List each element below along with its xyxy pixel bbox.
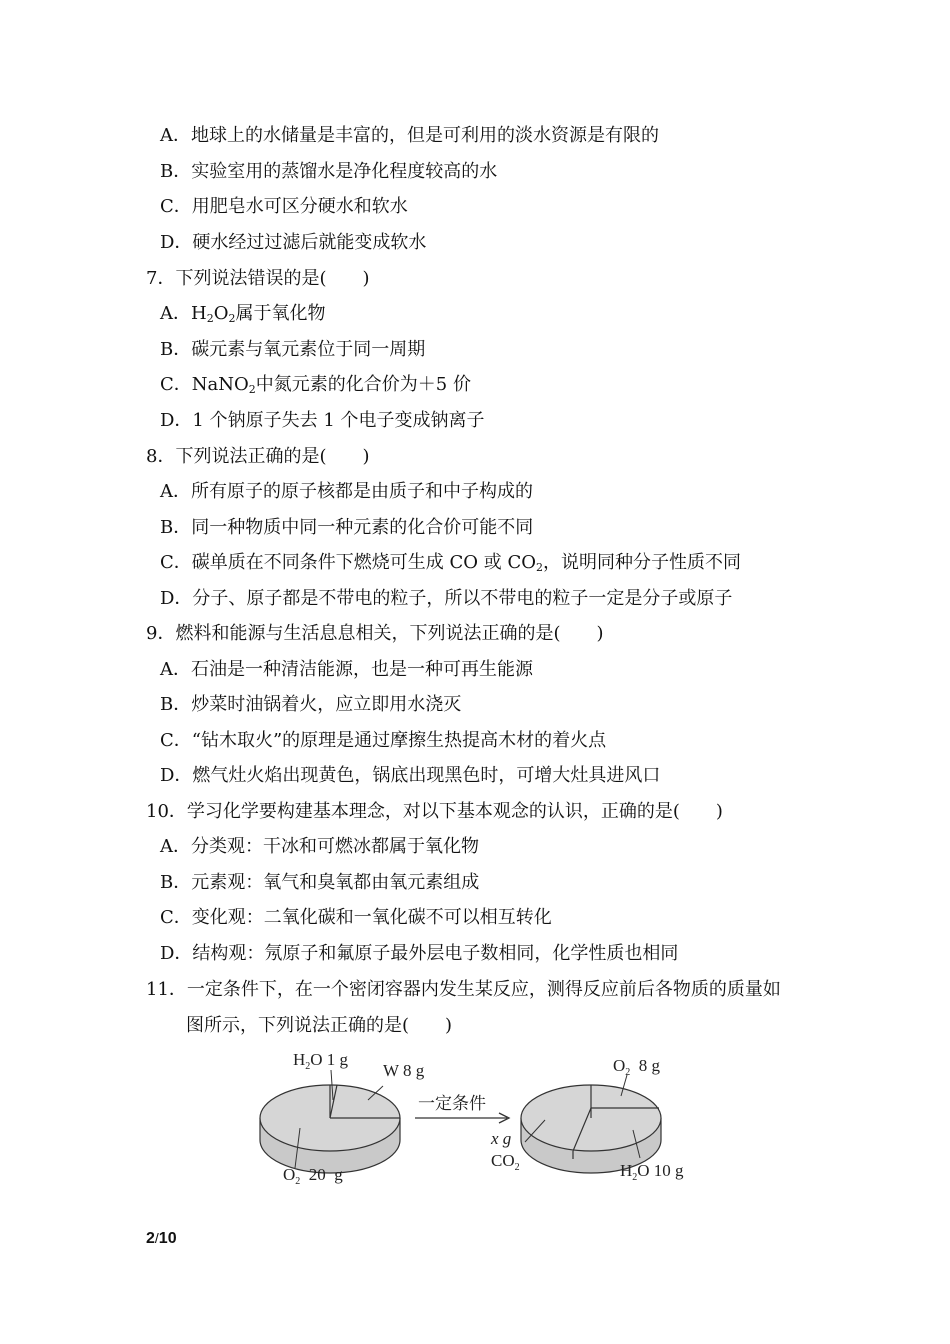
reaction-pie-figure (255, 1048, 695, 1193)
q8-option-a: A．所有原子的原子核都是由质子和中子构成的 (160, 481, 533, 502)
q7-c-sub: 2 (248, 383, 256, 396)
right-h2o-label: $H_2O$ 10 g (620, 1161, 684, 1183)
q7-a-sub2: 2 (228, 312, 236, 325)
q7-option-b: B．碳元素与氧元素位于同一周期 (160, 339, 426, 360)
q6-option-d: D．硬水经过过滤后就能变成软水 (160, 232, 427, 253)
q7-c-text2: 中氮元素的化合价为＋5 价 (255, 374, 471, 395)
q7-option-d: D．1 个钠原子失去 1 个电子变成钠离子 (160, 410, 485, 431)
q8-option-d: D．分子、原子都是不带电的粒子，所以不带电的粒子一定是分子或原子 (160, 588, 733, 609)
q10-stem: 10．学习化学要构建基本理念，对以下基本观念的认识，正确的是( ) (146, 801, 723, 822)
q9-option-c: C．“钻木取火”的原理是通过摩擦生热提高木材的着火点 (160, 730, 607, 751)
q9-stem: 9．燃料和能源与生活息息相关，下列说法正确的是( ) (146, 623, 604, 644)
q8-option-b: B．同一种物质中同一种元素的化合价可能不同 (160, 517, 534, 538)
q7-stem: 7．下列说法错误的是( ) (146, 268, 370, 289)
left-o2-label: $O_2$ 20 g (283, 1165, 343, 1187)
left-pie (260, 1070, 400, 1173)
q8-c-text: C．碳单质在不同条件下燃烧可生成 CO 或 CO (160, 552, 536, 573)
right-pie (521, 1075, 661, 1173)
q10-option-c: C．变化观：二氧化碳和一氧化碳不可以相互转化 (160, 907, 552, 928)
q7-c-text: C．NaNO (160, 374, 249, 395)
q10-option-d: D．结构观：氖原子和氟原子最外层电子数相同，化学性质也相同 (160, 943, 679, 964)
right-o2-label: $O_2$ 8 g (613, 1056, 661, 1078)
page-number (146, 1230, 177, 1248)
q10-option-b: B．元素观：氧气和臭氧都由氧元素组成 (160, 872, 480, 893)
q8-c-text2: ，说明同种分子性质不同 (543, 552, 741, 573)
q7-option-c (160, 373, 471, 397)
q7-a-text3: 属于氧化物 (235, 303, 326, 324)
q9-option-d: D．燃气灶火焰出现黄色，锅底出现黑色时，可增大灶具进风口 (160, 765, 661, 786)
q8-c-sub: 2 (536, 561, 543, 574)
q6-option-c: C．用肥皂水可区分硬水和软水 (160, 196, 408, 217)
q8-stem: 8．下列说法正确的是( ) (146, 446, 370, 467)
page-current: 2 (146, 1230, 155, 1247)
right-co2-label: $CO_2$ (491, 1151, 520, 1173)
q7-a-text2: O (213, 303, 229, 324)
q7-option-a (160, 302, 325, 326)
page-total: 10 (158, 1230, 177, 1247)
reaction-condition-label: 一定条件 (418, 1094, 486, 1113)
q11-stem-line1: 11．一定条件下，在一个密闭容器内发生某反应，测得反应前后各物质的质量如 (146, 979, 781, 1000)
q6-option-a: A．地球上的水储量是丰富的，但是可利用的淡水资源是有限的 (160, 125, 659, 146)
q10-option-a: A．分类观：干冰和可燃冰都属于氧化物 (160, 836, 479, 857)
q11-stem-line2: 图所示，下列说法正确的是( ) (186, 1015, 453, 1036)
left-w-label: W 8 g (383, 1061, 425, 1080)
q6-option-b: B．实验室用的蒸馏水是净化程度较高的水 (160, 161, 498, 182)
q7-a-sub1: 2 (206, 312, 214, 325)
q7-a-text: A．H (160, 303, 207, 324)
q9-option-b: B．炒菜时油锅着火，应立即用水浇灭 (160, 694, 462, 715)
page-separator: / (154, 1230, 159, 1246)
q8-option-c (160, 551, 741, 575)
right-x-label: x g (491, 1129, 512, 1148)
left-h2o-label: $H_2O$ 1 g (293, 1050, 349, 1072)
q9-option-a: A．石油是一种清洁能源，也是一种可再生能源 (160, 659, 533, 680)
